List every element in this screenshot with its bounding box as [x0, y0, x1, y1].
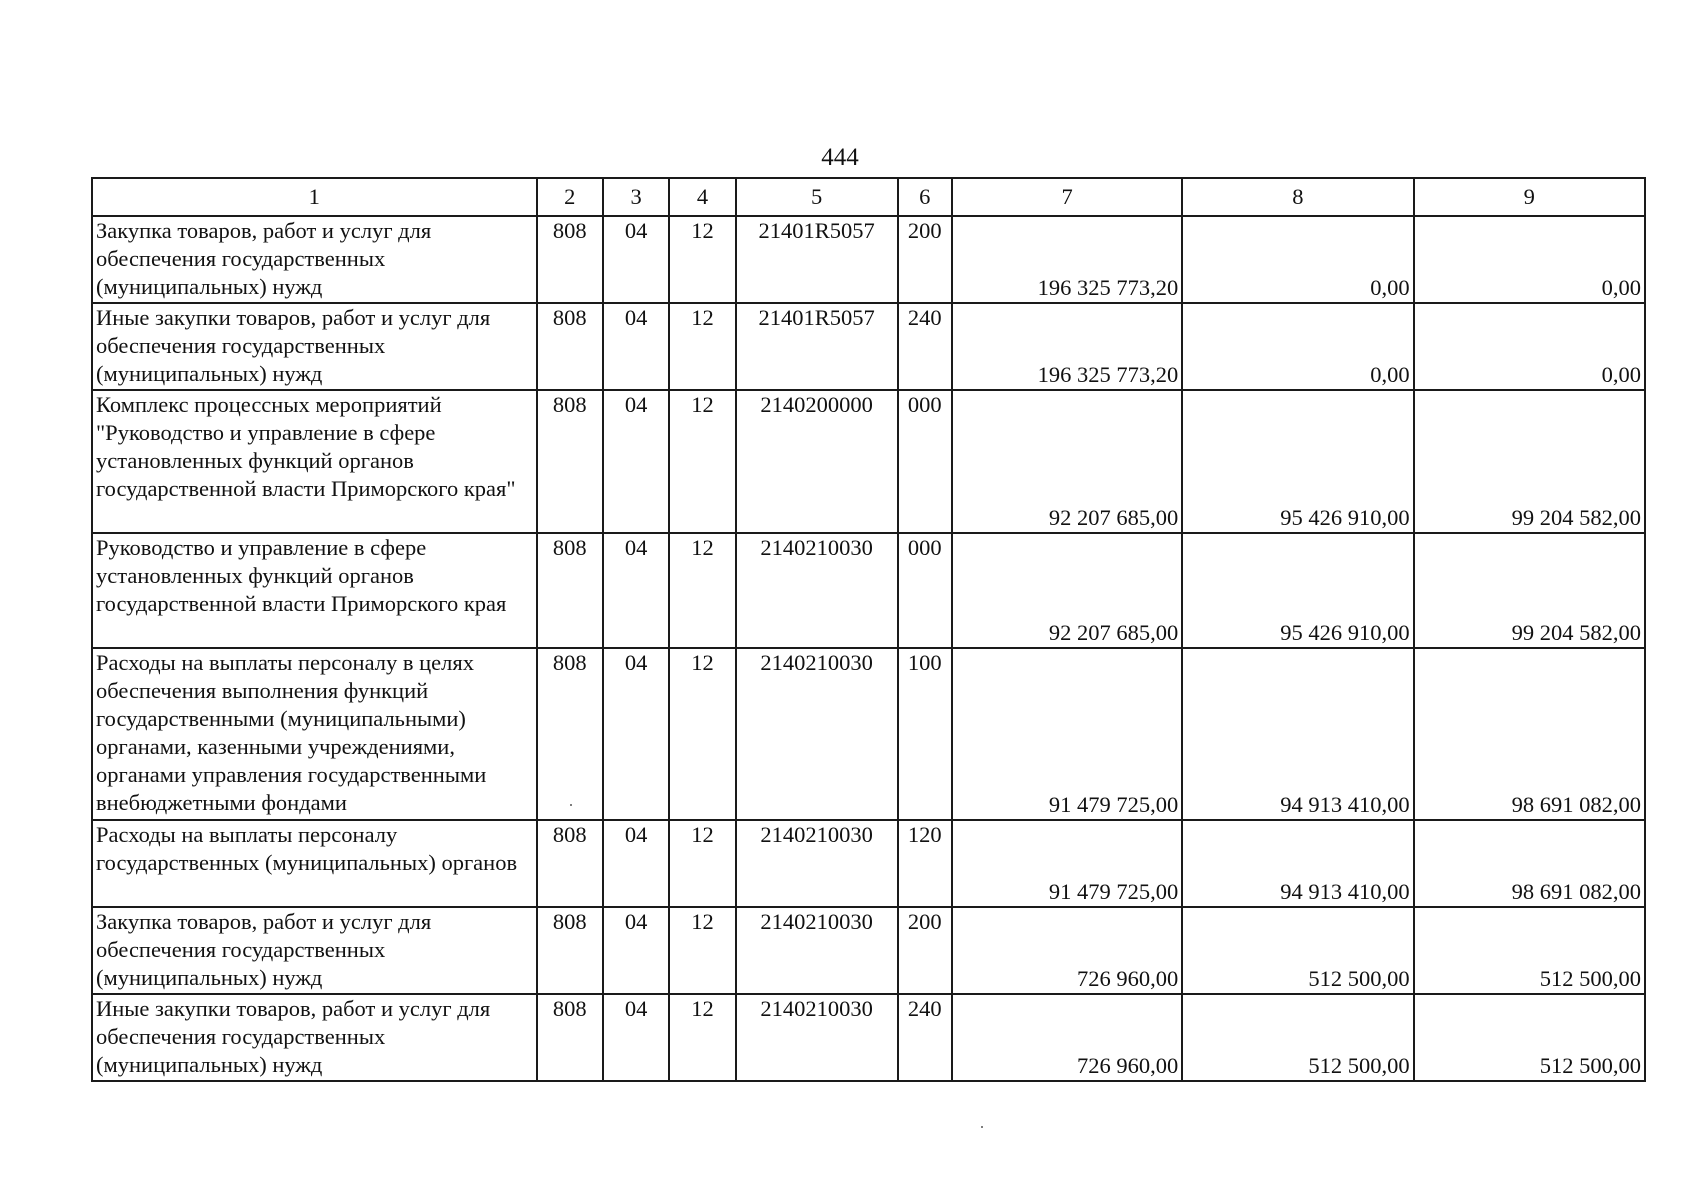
target-article-code: 2140210030 [736, 994, 898, 1081]
expense-type-code: 000 [898, 390, 952, 533]
amount-year-3: 99 204 582,00 [1414, 390, 1645, 533]
section-code: 04 [603, 216, 669, 303]
section-code: 04 [603, 648, 669, 820]
expense-type-code: 240 [898, 303, 952, 390]
expense-type-code: 240 [898, 994, 952, 1081]
target-article-code: 2140200000 [736, 390, 898, 533]
target-article-code: 2140210030 [736, 533, 898, 648]
column-header: 1 [92, 178, 537, 216]
subsection-code: 12 [669, 216, 735, 303]
ministry-code: 808 [537, 907, 603, 994]
ministry-code: 808 [537, 820, 603, 907]
table-row [92, 390, 1645, 533]
budget-table [91, 177, 1646, 1082]
subsection-code: 12 [669, 533, 735, 648]
amount-year-2: 94 913 410,00 [1182, 648, 1413, 820]
amount-year-1: 726 960,00 [952, 907, 1182, 994]
amount-year-2: 94 913 410,00 [1182, 820, 1413, 907]
subsection-code: 12 [669, 820, 735, 907]
ministry-code: 808 [537, 216, 603, 303]
table-row [92, 216, 1645, 303]
column-number-row [92, 178, 1645, 216]
amount-year-1: 726 960,00 [952, 994, 1182, 1081]
column-header: 6 [898, 178, 952, 216]
expense-name: Закупка товаров, работ и услуг для обеспечения государственных (муниципальных) нужд [92, 216, 537, 303]
expense-type-code: 200 [898, 907, 952, 994]
subsection-code: 12 [669, 907, 735, 994]
table-row [92, 907, 1645, 994]
amount-year-3: 0,00 [1414, 303, 1645, 390]
target-article-code: 2140210030 [736, 907, 898, 994]
amount-year-3: 98 691 082,00 [1414, 820, 1645, 907]
target-article-code: 2140210030 [736, 648, 898, 820]
section-code: 04 [603, 390, 669, 533]
column-header: 2 [537, 178, 603, 216]
amount-year-3: 99 204 582,00 [1414, 533, 1645, 648]
amount-year-2: 0,00 [1182, 216, 1413, 303]
scan-speck [570, 804, 572, 806]
amount-year-2: 95 426 910,00 [1182, 390, 1413, 533]
ministry-code: 808 [537, 533, 603, 648]
section-code: 04 [603, 820, 669, 907]
section-code: 04 [603, 994, 669, 1081]
expense-type-code: 100 [898, 648, 952, 820]
amount-year-2: 95 426 910,00 [1182, 533, 1413, 648]
section-code: 04 [603, 533, 669, 648]
table-row [92, 303, 1645, 390]
subsection-code: 12 [669, 994, 735, 1081]
target-article-code: 21401R5057 [736, 303, 898, 390]
ministry-code: 808 [537, 303, 603, 390]
expense-name: Комплекс процессных мероприятий "Руководство и управление в сфере установленных функций органов государственной власти Приморского края" [92, 390, 537, 533]
section-code: 04 [603, 907, 669, 994]
expense-name: Расходы на выплаты персоналу государственных (муниципальных) органов [92, 820, 537, 907]
amount-year-3: 512 500,00 [1414, 907, 1645, 994]
column-header: 3 [603, 178, 669, 216]
expense-name: Иные закупки товаров, работ и услуг для обеспечения государственных (муниципальных) нужд [92, 994, 537, 1081]
page-number: 444 [821, 144, 859, 171]
amount-year-3: 512 500,00 [1414, 994, 1645, 1081]
expense-name: Руководство и управление в сфере установленных функций органов государственной власти Приморского края [92, 533, 537, 648]
amount-year-2: 512 500,00 [1182, 907, 1413, 994]
amount-year-1: 196 325 773,20 [952, 303, 1182, 390]
ministry-code: 808 [537, 390, 603, 533]
expense-type-code: 000 [898, 533, 952, 648]
target-article-code: 21401R5057 [736, 216, 898, 303]
scan-speck [981, 1126, 983, 1128]
subsection-code: 12 [669, 648, 735, 820]
table-row [92, 648, 1645, 820]
table-row [92, 533, 1645, 648]
column-header: 5 [736, 178, 898, 216]
amount-year-1: 91 479 725,00 [952, 648, 1182, 820]
expense-name: Закупка товаров, работ и услуг для обеспечения государственных (муниципальных) нужд [92, 907, 537, 994]
amount-year-1: 196 325 773,20 [952, 216, 1182, 303]
column-header: 7 [952, 178, 1182, 216]
expense-type-code: 200 [898, 216, 952, 303]
column-header: 9 [1414, 178, 1645, 216]
subsection-code: 12 [669, 303, 735, 390]
column-header: 8 [1182, 178, 1413, 216]
amount-year-1: 91 479 725,00 [952, 820, 1182, 907]
amount-year-1: 92 207 685,00 [952, 390, 1182, 533]
expense-name: Расходы на выплаты персоналу в целях обеспечения выполнения функций государственными (муниципальными) органами, казенными учреждениями, органами управления государственными внебюджетными фондами [92, 648, 537, 820]
amount-year-1: 92 207 685,00 [952, 533, 1182, 648]
section-code: 04 [603, 303, 669, 390]
subsection-code: 12 [669, 390, 735, 533]
ministry-code: 808 [537, 648, 603, 820]
expense-name: Иные закупки товаров, работ и услуг для обеспечения государственных (муниципальных) нужд [92, 303, 537, 390]
amount-year-3: 98 691 082,00 [1414, 648, 1645, 820]
table-row [92, 820, 1645, 907]
expense-type-code: 120 [898, 820, 952, 907]
column-header: 4 [669, 178, 735, 216]
amount-year-3: 0,00 [1414, 216, 1645, 303]
amount-year-2: 0,00 [1182, 303, 1413, 390]
table-row [92, 994, 1645, 1081]
ministry-code: 808 [537, 994, 603, 1081]
target-article-code: 2140210030 [736, 820, 898, 907]
amount-year-2: 512 500,00 [1182, 994, 1413, 1081]
